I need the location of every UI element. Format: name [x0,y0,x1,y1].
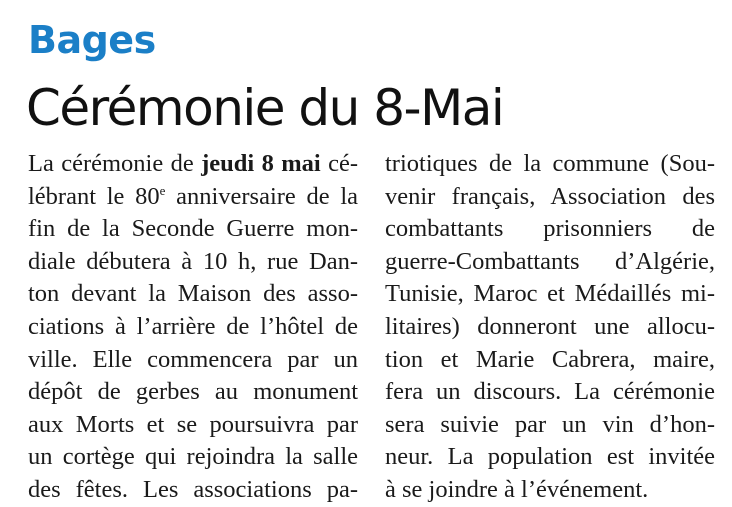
body-text-line [28,474,358,507]
body-text-fragment: La cérémonie de [28,150,202,177]
body-text-fragment: ciations à l’arrière de l’hôtel de [28,312,358,340]
article-body-right-column [385,148,715,507]
body-text-line [28,246,358,279]
body-text-fragment: ton devant la Maison des asso- [28,280,358,308]
article-headline: Cérémonie du 8-Mai [26,79,504,137]
body-text-line [28,344,358,377]
ordinal-superscript: e [159,182,166,198]
body-text-line [385,246,715,279]
body-text-line [385,148,715,181]
body-text-fragment: venir français, Association des [385,182,715,210]
body-text-line [385,278,715,311]
body-text-fragment: des fêtes. Les associations pa- [28,475,358,503]
body-text-fragment: triotiques de la commune (Sou- [385,150,715,177]
body-text-line [28,441,358,474]
bold-date-text: jeudi 8 mai [201,150,321,177]
body-text-fragment: litaires) donneront une allocu- [385,312,715,340]
body-text-line [385,474,715,507]
body-text-fragment: lébrant le 80 [28,182,160,210]
body-text-line [28,376,358,409]
body-text-line [28,148,358,181]
body-text-fragment: cé- [320,150,358,177]
body-text-line [385,213,715,246]
body-text-fragment: neur. La population est invitée [385,443,715,471]
body-text-fragment: sera suivie par un vin d’hon- [385,410,715,438]
body-text-fragment: diale débutera à 10 h, rue Dan- [28,247,358,275]
body-text-line [385,344,715,377]
body-text-line [385,441,715,474]
body-text-line [385,181,715,214]
body-text-line [28,181,358,214]
body-text-fragment: anniversaire de la [165,182,358,210]
body-text-line [28,409,358,442]
body-text-fragment: combattants prisonniers de [385,215,715,243]
body-text-fragment: aux Morts et se poursuivra par [28,410,358,438]
body-text-fragment: à se joindre à l’événement. [385,475,649,503]
body-text-fragment: fin de la Seconde Guerre mon- [28,215,358,243]
body-text-line [28,213,358,246]
body-text-line [385,311,715,344]
body-text-fragment: tion et Marie Cabrera, maire, [385,345,715,373]
body-text-line [385,376,715,409]
body-text-line [28,278,358,311]
body-text-fragment: dépôt de gerbes au monument [28,378,358,406]
body-text-fragment: fera un discours. La cérémonie [385,378,715,406]
section-heading: Bages [28,18,156,62]
body-text-line [385,409,715,442]
article-body-left-column [28,148,358,507]
body-text-fragment: ville. Elle commencera par un [28,345,358,373]
body-text-fragment: un cortège qui rejoindra la salle [28,443,358,471]
body-text-fragment: guerre-Combattants d’Algérie, [385,247,715,275]
body-text-line [28,311,358,344]
body-text-fragment: Tunisie, Maroc et Médaillés mi- [385,280,715,308]
